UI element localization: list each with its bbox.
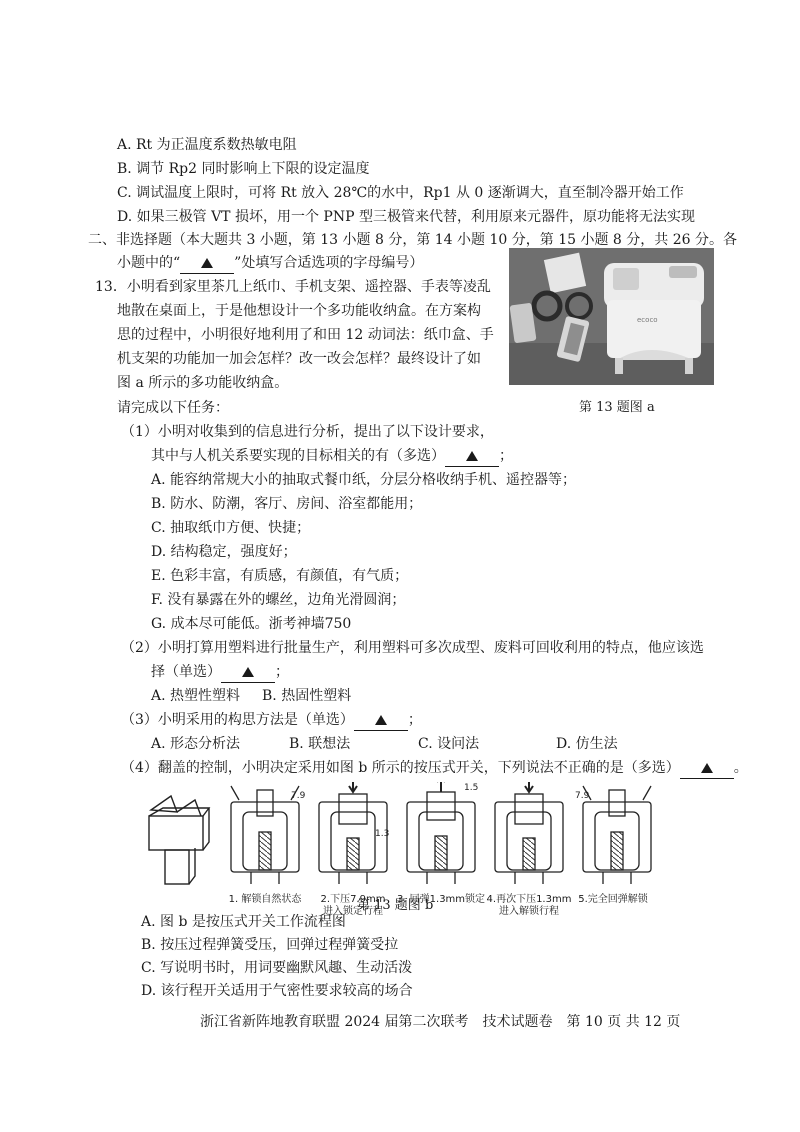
p2-option-b: B. 热固性塑料 bbox=[262, 688, 352, 704]
step-label-5 bbox=[563, 894, 663, 906]
dim-label-3: 1.5 bbox=[464, 783, 479, 793]
switch-3d-sketch bbox=[149, 796, 209, 884]
step-3-line1: 3. 回弹1.3mm锁定 bbox=[396, 894, 486, 905]
q13-stem-line5: 图 a 所示的多功能收纳盒。 bbox=[117, 375, 289, 391]
p3-option-c: C. 设问法 bbox=[418, 736, 480, 752]
p4-option-a: A. 图 b 是按压式开关工作流程图 bbox=[141, 914, 346, 930]
triangle-icon bbox=[466, 451, 478, 461]
q12-option-d: D. 如果三极管 VT 损坏，用一个 PNP 型三极管来代替，利用原来元器件，原功能将无法实现 bbox=[117, 209, 695, 225]
p3-answer-blank bbox=[354, 710, 408, 731]
section2-instr-a: 小题中的“ bbox=[117, 255, 181, 271]
p2-answer-blank bbox=[221, 662, 275, 683]
p2-question-line1: （2）小明打算用塑料进行批量生产，利用塑料可多次成型、废料可回收利用的特点，他应该选 bbox=[121, 640, 704, 656]
p1-q-end: ； bbox=[499, 448, 513, 464]
p1-option-f: F. 没有暴露在外的螺丝，边角光滑圆润； bbox=[151, 592, 406, 608]
figure-b-caption: 第 13 题图 b bbox=[357, 898, 434, 913]
p1-option-b: B. 防水、防潮，客厅、房间、浴室都能用； bbox=[151, 496, 423, 512]
q13-stem-line4: 机支架的功能加一加会怎样？改一改会怎样？最终设计了如 bbox=[117, 351, 481, 367]
triangle-icon bbox=[701, 763, 713, 773]
dim-label-2: 1.3 bbox=[375, 829, 390, 839]
q13-stem-line3: 思的过程中，小明很好地利用了和田 12 动词法：纸巾盒、手 bbox=[117, 327, 494, 343]
step-2-line2: 进入锁定行程 bbox=[323, 906, 383, 917]
q12-option-c: C. 调试温度上限时，可将 Rt 放入 28℃的水中，Rp1 从 0 逐渐调大，直至制冷器开始工作 bbox=[117, 185, 684, 201]
step-2-line1: 2.下压7.9mm bbox=[320, 894, 386, 905]
p2-q-end: ； bbox=[275, 664, 289, 680]
answer-blank bbox=[180, 253, 234, 274]
q12-option-a: A. Rt 为正温度系数热敏电阻 bbox=[117, 137, 297, 153]
photo-brand-text: ecoco bbox=[637, 316, 658, 324]
section2-instructions bbox=[117, 253, 423, 274]
p2-q-text: 择（单选） bbox=[151, 664, 221, 680]
figure-a-photo bbox=[509, 248, 714, 385]
push-switch-diagram bbox=[143, 782, 653, 892]
p3-q-text: （3）小明采用的构思方法是（单选） bbox=[121, 712, 354, 728]
step-5-line1: 5.完全回弹解锁 bbox=[578, 894, 648, 905]
p2-option-a: A. 热塑性塑料 bbox=[151, 688, 241, 704]
page-footer: 浙江省新阵地教育联盟 2024 届第二次联考 技术试题卷 第 10 页 共 12 页 bbox=[200, 1014, 681, 1030]
p3-q-end: ； bbox=[407, 712, 422, 728]
p4-option-c: C. 写说明书时，用词要幽默风趣、生动活泼 bbox=[141, 960, 413, 976]
step-1-line1: 1. 解锁自然状态 bbox=[228, 894, 302, 905]
step-4-line2: 进入解锁行程 bbox=[499, 906, 559, 917]
p3-question bbox=[121, 710, 422, 731]
p1-question-line1: （1）小明对收集到的信息进行分析，提出了以下设计要求， bbox=[121, 424, 494, 440]
dim-label-1: 7.9 bbox=[291, 791, 306, 801]
p1-option-g: G. 成本尽可能低。浙考神墙750 bbox=[151, 616, 352, 632]
p4-answer-blank bbox=[680, 758, 734, 779]
p3-option-a: A. 形态分析法 bbox=[151, 736, 241, 752]
p4-option-b: B. 按压过程弹簧受压，回弹过程弹簧受拉 bbox=[141, 937, 399, 953]
p4-q-end: 。 bbox=[733, 760, 748, 776]
step-label-1 bbox=[215, 894, 315, 906]
section2-heading: 二、非选择题（本大题共 3 小题，第 13 小题 8 分，第 14 小题 10 分，第 15 小题 8 分，共 26 分。各 bbox=[88, 232, 737, 248]
p2-question-line2 bbox=[151, 662, 289, 683]
p4-question bbox=[121, 758, 748, 779]
q12-option-b: B. 调节 Rp2 同时影响上下限的设定温度 bbox=[117, 161, 370, 177]
p3-option-d: D. 仿生法 bbox=[556, 736, 618, 752]
q13-task-label: 请完成以下任务： bbox=[117, 400, 229, 416]
q13-stem-line1: 13．小明看到家里茶几上纸巾、手机支架、遥控器、手表等凌乱 bbox=[95, 279, 491, 295]
triangle-icon bbox=[242, 667, 254, 677]
p4-q-text: （4）翻盖的控制，小明决定采用如图 b 所示的按压式开关，下列说法不正确的是（多选） bbox=[121, 760, 680, 776]
p1-option-a: A. 能容纳常规大小的抽取式餐巾纸，分层分格收纳手机、遥控器等； bbox=[151, 472, 577, 488]
dim-label-4: 7.9 bbox=[575, 791, 590, 801]
p1-q-text: 其中与人机关系要实现的目标相关的有（多选） bbox=[151, 448, 445, 464]
p1-question-line2 bbox=[151, 446, 513, 467]
section2-instr-b: ”处填写合适选项的字母编号） bbox=[234, 255, 424, 271]
triangle-icon bbox=[375, 715, 387, 725]
figure-a-caption: 第 13 题图 a bbox=[579, 400, 655, 415]
storage-box-illustration bbox=[509, 248, 714, 385]
step-4-line1: 4.再次下压1.3mm bbox=[486, 894, 572, 905]
p4-option-d: D. 该行程开关适用于气密性要求较高的场合 bbox=[141, 983, 413, 999]
q13-stem-line2: 地散在桌面上，于是他想设计一个多功能收纳盒。在方案构 bbox=[117, 303, 481, 319]
p1-option-c: C. 抽取纸巾方便、快捷； bbox=[151, 520, 311, 536]
p3-option-b: B. 联想法 bbox=[289, 736, 351, 752]
p1-answer-blank bbox=[445, 446, 499, 467]
p1-option-d: D. 结构稳定，强度好； bbox=[151, 544, 297, 560]
p1-option-e: E. 色彩丰富，有质感，有颜值，有气质； bbox=[151, 568, 409, 584]
triangle-icon bbox=[201, 258, 213, 268]
